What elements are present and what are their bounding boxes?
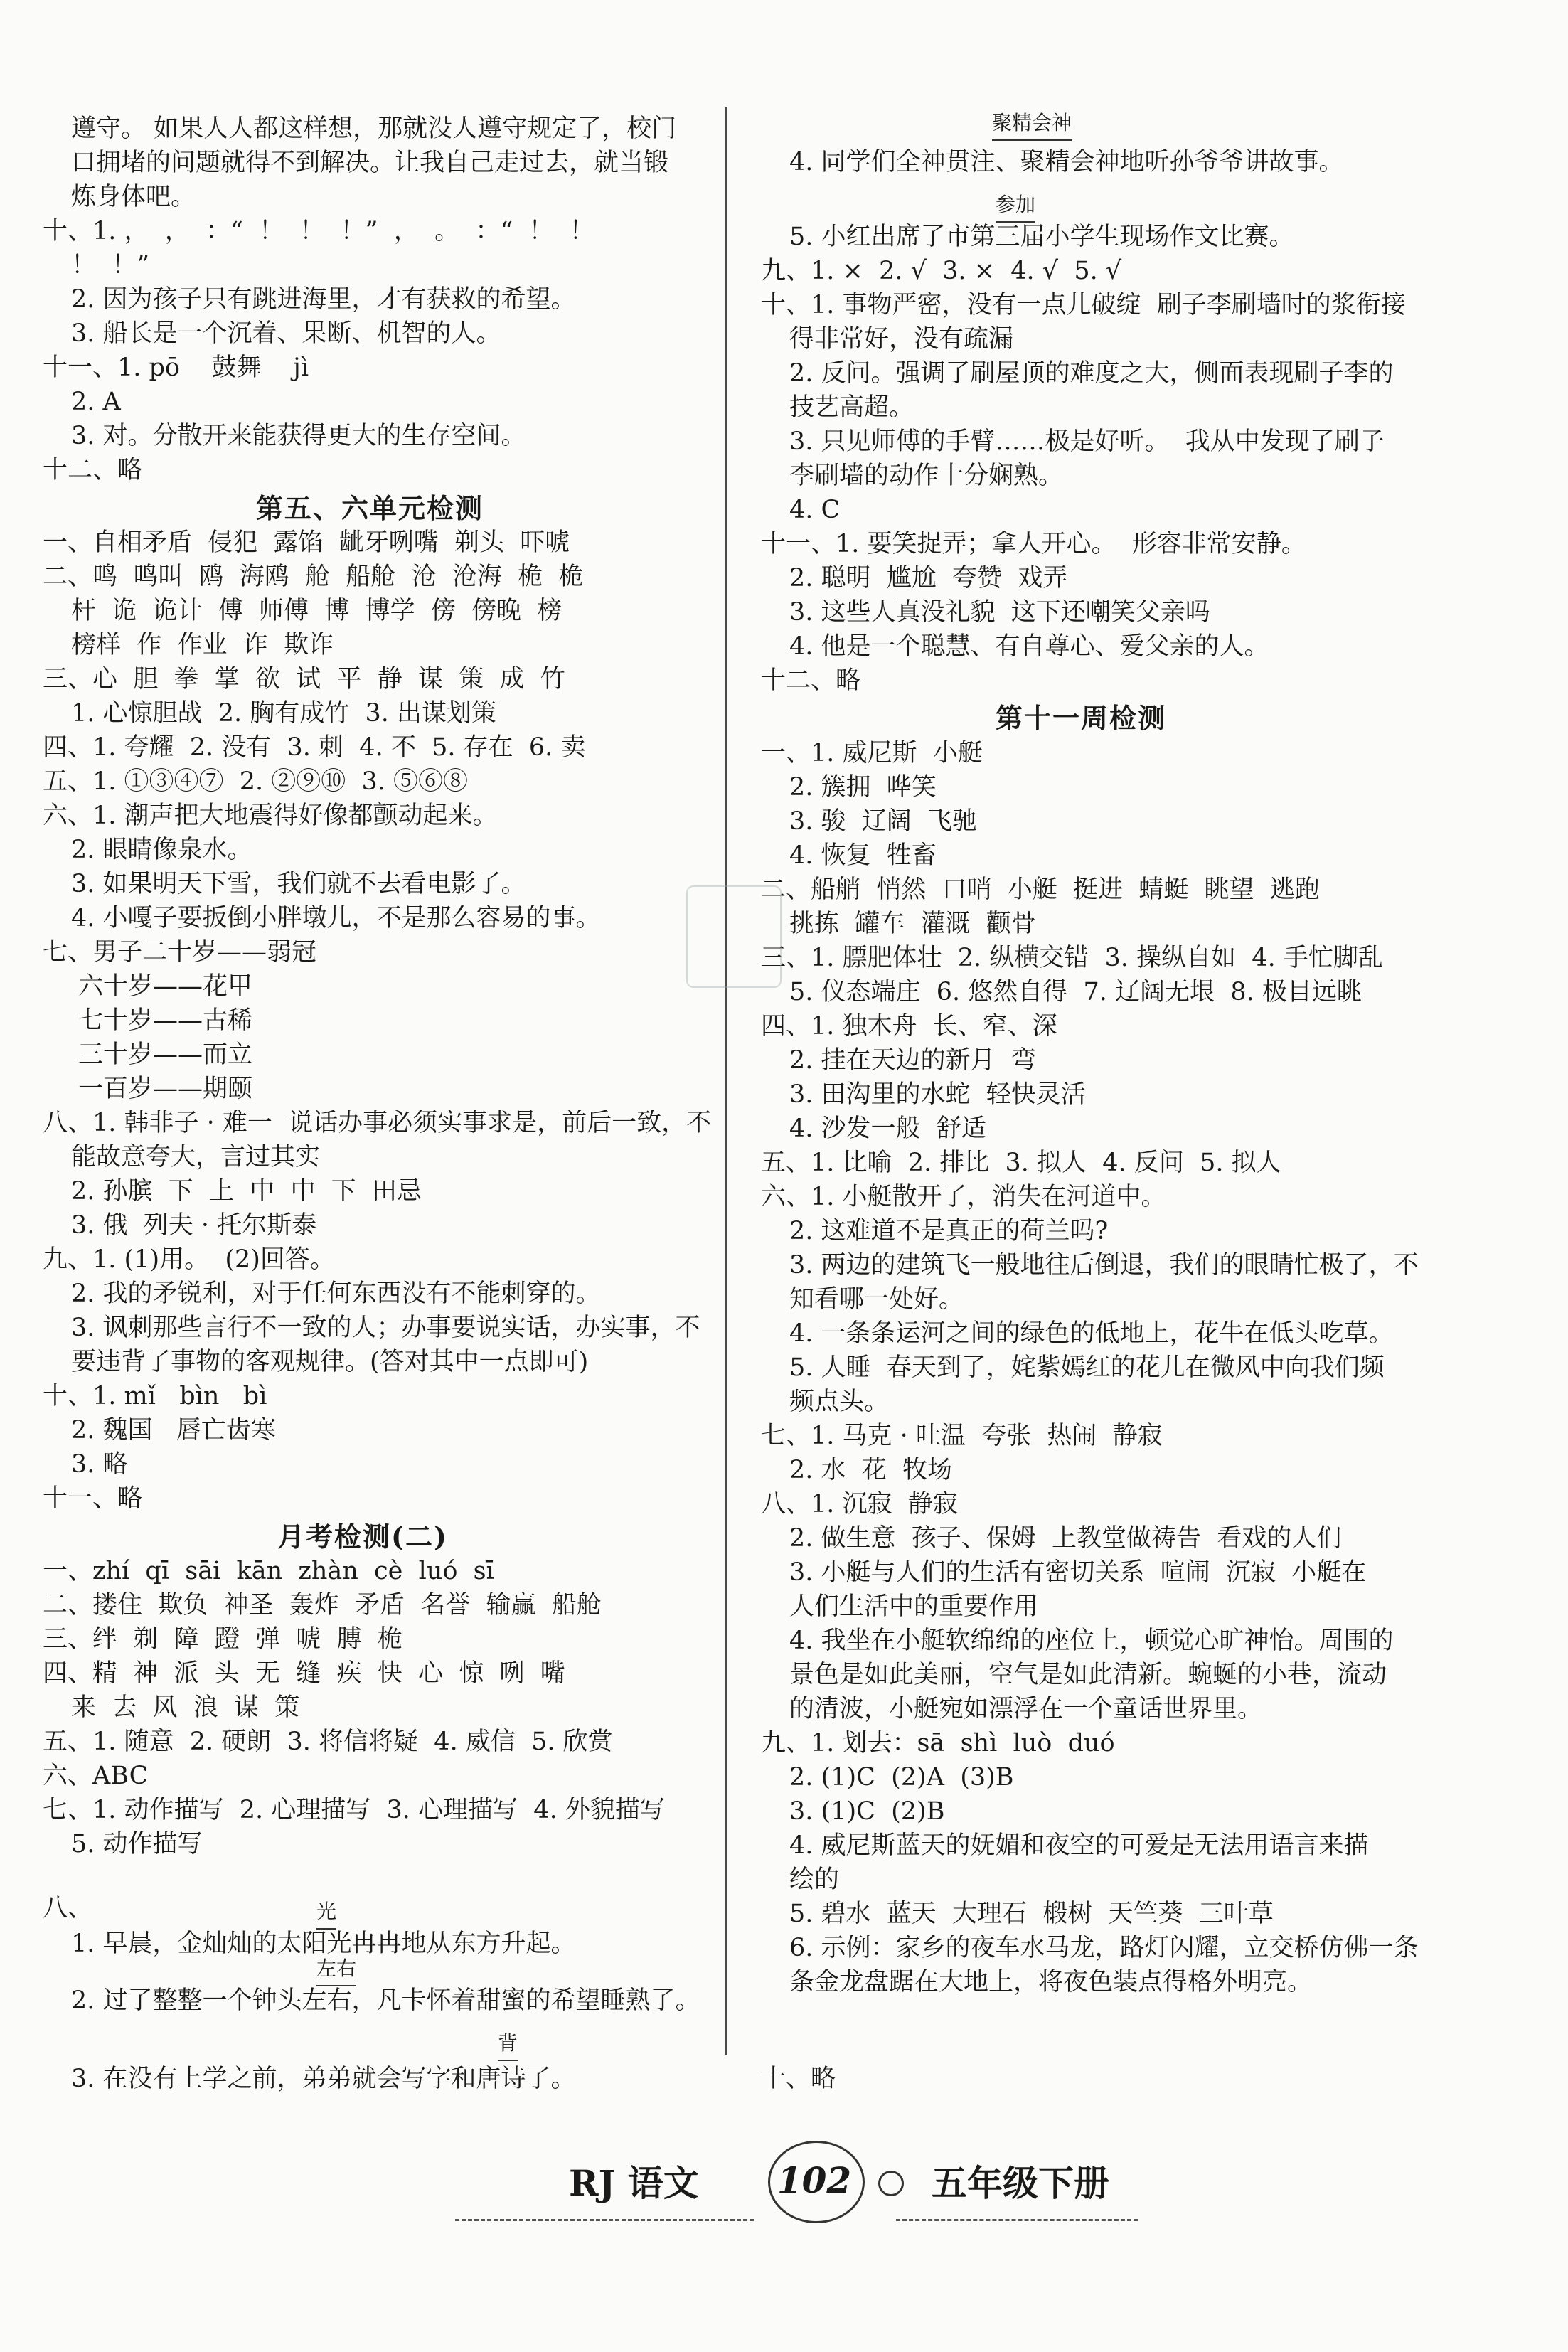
- answer-line: 2. 我的矛锐利，对于任何东西没有不能刺穿的。: [71, 1279, 601, 1308]
- answer-line: 十、略: [761, 2065, 836, 2093]
- answer-line: 4. 我坐在小艇软绵绵的座位上，顿觉心旷神怡。周围的: [789, 1627, 1394, 1655]
- answer-line: 2. A: [71, 388, 121, 416]
- answer-line: 3. 如果明天下雪，我们就不去看电影了。: [71, 870, 526, 898]
- answer-line: 技艺高超。: [789, 393, 914, 422]
- answer-line: 4. 一条条运河之间的绿色的低地上，花牛在低头吃草。: [789, 1319, 1394, 1348]
- answer-line: 2. 挂在天边的新月 弯: [789, 1046, 1036, 1075]
- answer-line: 3. 两边的建筑飞一般地往后倒退，我们的眼睛忙极了，不: [789, 1251, 1419, 1279]
- answer-line: 5. 小红出席了市第三届小学生现场作文比赛。: [789, 223, 1294, 251]
- small-circle-icon: [878, 2171, 904, 2196]
- answer-line: 八、: [43, 1894, 93, 1922]
- answer-line: 十、1. ， ， ：“ ！ ！ ！” ， 。 ：“ ！ ！: [43, 217, 594, 245]
- answer-line: 5. 人睡 春天到了，姹紫嫣红的花儿在微风中向我们频: [789, 1353, 1385, 1382]
- answer-line: 5. 仪态端庄 6. 悠然自得 7. 辽阔无垠 8. 极目远眺: [789, 978, 1362, 1006]
- answer-line: 六、1. 小艇散开了，消失在河道中。: [761, 1183, 1166, 1211]
- answer-line: 2. 水 花 牧场: [789, 1456, 953, 1484]
- page-footer: [0, 2127, 1568, 2240]
- answer-line: 七、1. 马克 · 吐温 夸张 热闹 静寂: [761, 1422, 1163, 1450]
- answer-line: 得非常好，没有疏漏: [789, 325, 1014, 353]
- answer-line: 一、zhí qī sāi kān zhàn cè luó sī: [43, 1557, 494, 1585]
- answer-line: 4. 同学们全神贯注、聚精会神地听孙爷爷讲故事。: [789, 148, 1344, 176]
- answer-line: 六十岁——花甲: [78, 972, 253, 1001]
- answer-line: 杆 诡 诡计 傅 师傅 博 博学 傍 傍晚 榜: [71, 597, 562, 625]
- answer-line: 人们生活中的重要作用: [789, 1592, 1039, 1621]
- answer-line: 遵守。 如果人人都这样想，那就没人遵守规定了，校门: [71, 115, 677, 143]
- answer-line: 三、1. 膘肥体壮 2. 纵横交错 3. 操纵自如 4. 手忙脚乱: [761, 944, 1383, 972]
- answer-line: 能故意夸大，言过其实: [71, 1143, 321, 1171]
- handwritten-annotation: 左右: [316, 1952, 356, 1986]
- handwritten-annotation: 聚精会神: [992, 107, 1072, 141]
- answer-line: 3. 在没有上学之前，弟弟就会写字和唐诗了。: [71, 2065, 576, 2093]
- answer-line: 九、1. (1)用。 (2)回答。: [43, 1245, 335, 1274]
- answer-line: 3. 田沟里的水蛇 轻快灵活: [789, 1080, 1086, 1109]
- answer-line: 3. 略: [71, 1450, 128, 1479]
- answer-line: 2. 因为孩子只有跳进海里，才有获救的希望。: [71, 285, 576, 314]
- answer-line: 2. 做生意 孩子、保姆 上教堂做祷告 看戏的人们: [789, 1524, 1342, 1553]
- answer-line: 李刷墙的动作十分娴熟。: [789, 462, 1064, 490]
- answer-line: 4. 恢复 牲畜: [789, 841, 937, 870]
- answer-line: 十一、略: [43, 1484, 143, 1513]
- answer-line: 3. 这些人真没礼貌 这下还嘲笑父亲吗: [789, 598, 1210, 627]
- answer-line: 3. 船长是一个沉着、果断、机智的人。: [71, 319, 501, 348]
- footer-dash-left: [455, 2219, 754, 2221]
- answer-line: 3. 俄 列夫 · 托尔斯泰: [71, 1211, 317, 1240]
- answer-line: 2. 眼睛像泉水。: [71, 836, 252, 864]
- answer-line: 2. (1)C (2)A (3)B: [789, 1763, 1014, 1792]
- answer-line: 4. C: [789, 496, 841, 524]
- answer-line: 七、1. 动作描写 2. 心理描写 3. 心理描写 4. 外貌描写: [43, 1796, 665, 1824]
- footer-subject: RJ 语文: [569, 2162, 699, 2204]
- answer-line: 七十岁——古稀: [78, 1006, 253, 1035]
- answer-line: 来 去 风 浪 谋 策: [71, 1693, 300, 1722]
- answer-line: 1. 早晨，金灿灿的太阳光冉冉地从东方升起。: [71, 1930, 576, 1958]
- answer-line: 十、1. 事物严密，没有一点儿破绽 刷子李刷墙时的浆衔接: [761, 291, 1406, 319]
- handwritten-annotation: 光: [316, 1895, 336, 1930]
- answer-line: 五、1. ①③④⑦ 2. ②⑨⑩ 3. ⑤⑥⑧: [43, 767, 469, 796]
- answer-line: 4. 小嘎子要扳倒小胖墩儿，不是那么容易的事。: [71, 904, 601, 932]
- answer-line: 5. 动作描写: [71, 1830, 203, 1858]
- answer-line: 八、1. 韩非子 · 难一 说话办事必须实事求是，前后一致，不: [43, 1109, 712, 1137]
- answer-line: 4. 威尼斯蓝天的妩媚和夜空的可爱是无法用语言来描: [789, 1831, 1369, 1860]
- answer-line: 的清波，小艇宛如漂浮在一个童话世界里。: [789, 1695, 1263, 1723]
- answer-line: 2. 反问。强调了刷屋顶的难度之大，侧面表现刷子李的: [789, 359, 1394, 388]
- section-title: 月考检测(二): [277, 1521, 448, 1553]
- answer-line: 频点头。: [789, 1388, 890, 1416]
- answer-line: 要违背了事物的客观规律。(答对其中一点即可): [71, 1348, 589, 1376]
- answer-line: 一百岁——期颐: [78, 1075, 253, 1103]
- footer-dash-right: [896, 2219, 1138, 2221]
- answer-line: 2. 聪明 尴尬 夸赞 戏弄: [789, 564, 1068, 592]
- answer-line: 3. 讽刺那些言行不一致的人；办事要说实话，办实事，不: [71, 1314, 700, 1342]
- answer-line: 三、心 胆 拳 掌 欲 试 平 静 谋 策 成 竹: [43, 665, 565, 693]
- answer-line: 3. 只见师傅的手臂……极是好听。 我从中发现了刷子: [789, 427, 1385, 456]
- footer-grade: 五年级下册: [932, 2162, 1109, 2204]
- answer-line: 4. 他是一个聪慧、有自尊心、爱父亲的人。: [789, 632, 1269, 661]
- answer-line: 七、男子二十岁——弱冠: [43, 938, 317, 967]
- answer-line: 1. 心惊胆战 2. 胸有成竹 3. 出谋划策: [71, 699, 497, 728]
- answer-line: 十、1. mǐ bìn bì: [43, 1382, 267, 1410]
- answer-line: 知看哪一处好。: [789, 1285, 964, 1314]
- answer-line: 二、鸣 鸣叫 鸥 海鸥 舱 船舱 沧 沧海 桅 桅: [43, 563, 584, 591]
- answer-line: 绘的: [789, 1866, 840, 1894]
- answer-line: 三、绊 剃 障 蹬 弹 唬 膊 桅: [43, 1625, 402, 1654]
- answer-line: 挑拣 罐车 灌溉 颧骨: [789, 910, 1036, 938]
- answer-line: 十二、略: [43, 456, 143, 484]
- answer-line: 2. 这难道不是真正的荷兰吗?: [789, 1217, 1109, 1245]
- answer-line: 2. 孙膑 下 上 中 中 下 田忌: [71, 1177, 422, 1206]
- answer-line: ！ ！”: [71, 251, 150, 280]
- answer-line: 五、1. 比喻 2. 排比 3. 拟人 4. 反问 5. 拟人: [761, 1149, 1281, 1177]
- answer-line: 十二、略: [761, 666, 861, 695]
- answer-line: 六、1. 潮声把大地震得好像都颤动起来。: [43, 802, 498, 830]
- watermark-stamp: [686, 885, 782, 988]
- answer-line: 四、精 神 派 头 无 缝 疾 快 心 惊 咧 嘴: [43, 1659, 565, 1688]
- column-divider: [725, 107, 727, 2055]
- answer-line: 四、1. 夸耀 2. 没有 3. 刺 4. 不 5. 存在 6. 卖: [43, 733, 586, 762]
- answer-line: 八、1. 沉寂 静寂: [761, 1490, 958, 1518]
- answer-line: 十一、1. 要笑捉弄；拿人开心。 形容非常安静。: [761, 530, 1306, 558]
- answer-line: 榜样 作 作业 诈 欺诈: [71, 631, 334, 659]
- answer-line: 一、1. 威尼斯 小艇: [761, 739, 983, 767]
- answer-line: 条金龙盘踞在大地上，将夜色装点得格外明亮。: [789, 1968, 1313, 1996]
- answer-line: 3. 对。分散开来能获得更大的生存空间。: [71, 422, 526, 450]
- answer-line: 二、船艄 悄然 口哨 小艇 挺进 蜻蜓 眺望 逃跑: [761, 876, 1320, 904]
- page-number: 102: [777, 2159, 852, 2201]
- answer-line: 五、1. 随意 2. 硬朗 3. 将信将疑 4. 威信 5. 欣赏: [43, 1728, 613, 1756]
- answer-line: 九、1. × 2. √ 3. × 4. √ 5. √: [761, 257, 1122, 285]
- answer-line: 2. 簇拥 哗笑: [789, 773, 937, 802]
- handwritten-annotation: 参加: [996, 188, 1035, 223]
- answer-line: 四、1. 独木舟 长、窄、深: [761, 1012, 1057, 1041]
- answer-line: 口拥堵的问题就得不到解决。让我自己走过去，就当锻: [71, 149, 669, 177]
- section-title: 第十一周检测: [996, 702, 1167, 734]
- answer-line: 三十岁——而立: [78, 1041, 253, 1069]
- answer-line: 3. (1)C (2)B: [789, 1797, 945, 1826]
- answer-line: 3. 骏 辽阔 飞驰: [789, 807, 978, 836]
- answer-line: 炼身体吧。: [71, 183, 196, 211]
- answer-line: 4. 沙发一般 舒适: [789, 1114, 986, 1143]
- answer-line: 5. 碧水 蓝天 大理石 椴树 天竺葵 三叶草: [789, 1900, 1274, 1928]
- answer-line: 3. 小艇与人们的生活有密切关系 喧闹 沉寂 小艇在: [789, 1558, 1367, 1587]
- answer-line: 6. 示例：家乡的夜车水马龙，路灯闪耀，立交桥仿佛一条: [789, 1934, 1419, 1962]
- answer-line: 一、自相矛盾 侵犯 露馅 龇牙咧嘴 剃头 吓唬: [43, 528, 570, 557]
- answer-line: 九、1. 划去：sā shì luò duó: [761, 1729, 1115, 1757]
- answer-line: 十一、1. pō 鼓舞 jì: [43, 353, 309, 382]
- answer-line: 六、ABC: [43, 1762, 149, 1790]
- answer-line: 二、搂住 欺负 神圣 轰炸 矛盾 名誉 输赢 船舱: [43, 1591, 602, 1619]
- answer-line: 景色是如此美丽，空气是如此清新。蜿蜒的小巷，流动: [789, 1661, 1387, 1689]
- handwritten-annotation: 背: [498, 2027, 518, 2061]
- answer-line: 2. 魏国 唇亡齿寒: [71, 1416, 276, 1444]
- section-title: 第五、六单元检测: [256, 492, 484, 524]
- answer-line: 2. 过了整整一个钟头左右，凡卡怀着甜蜜的希望睡熟了。: [71, 1986, 700, 2015]
